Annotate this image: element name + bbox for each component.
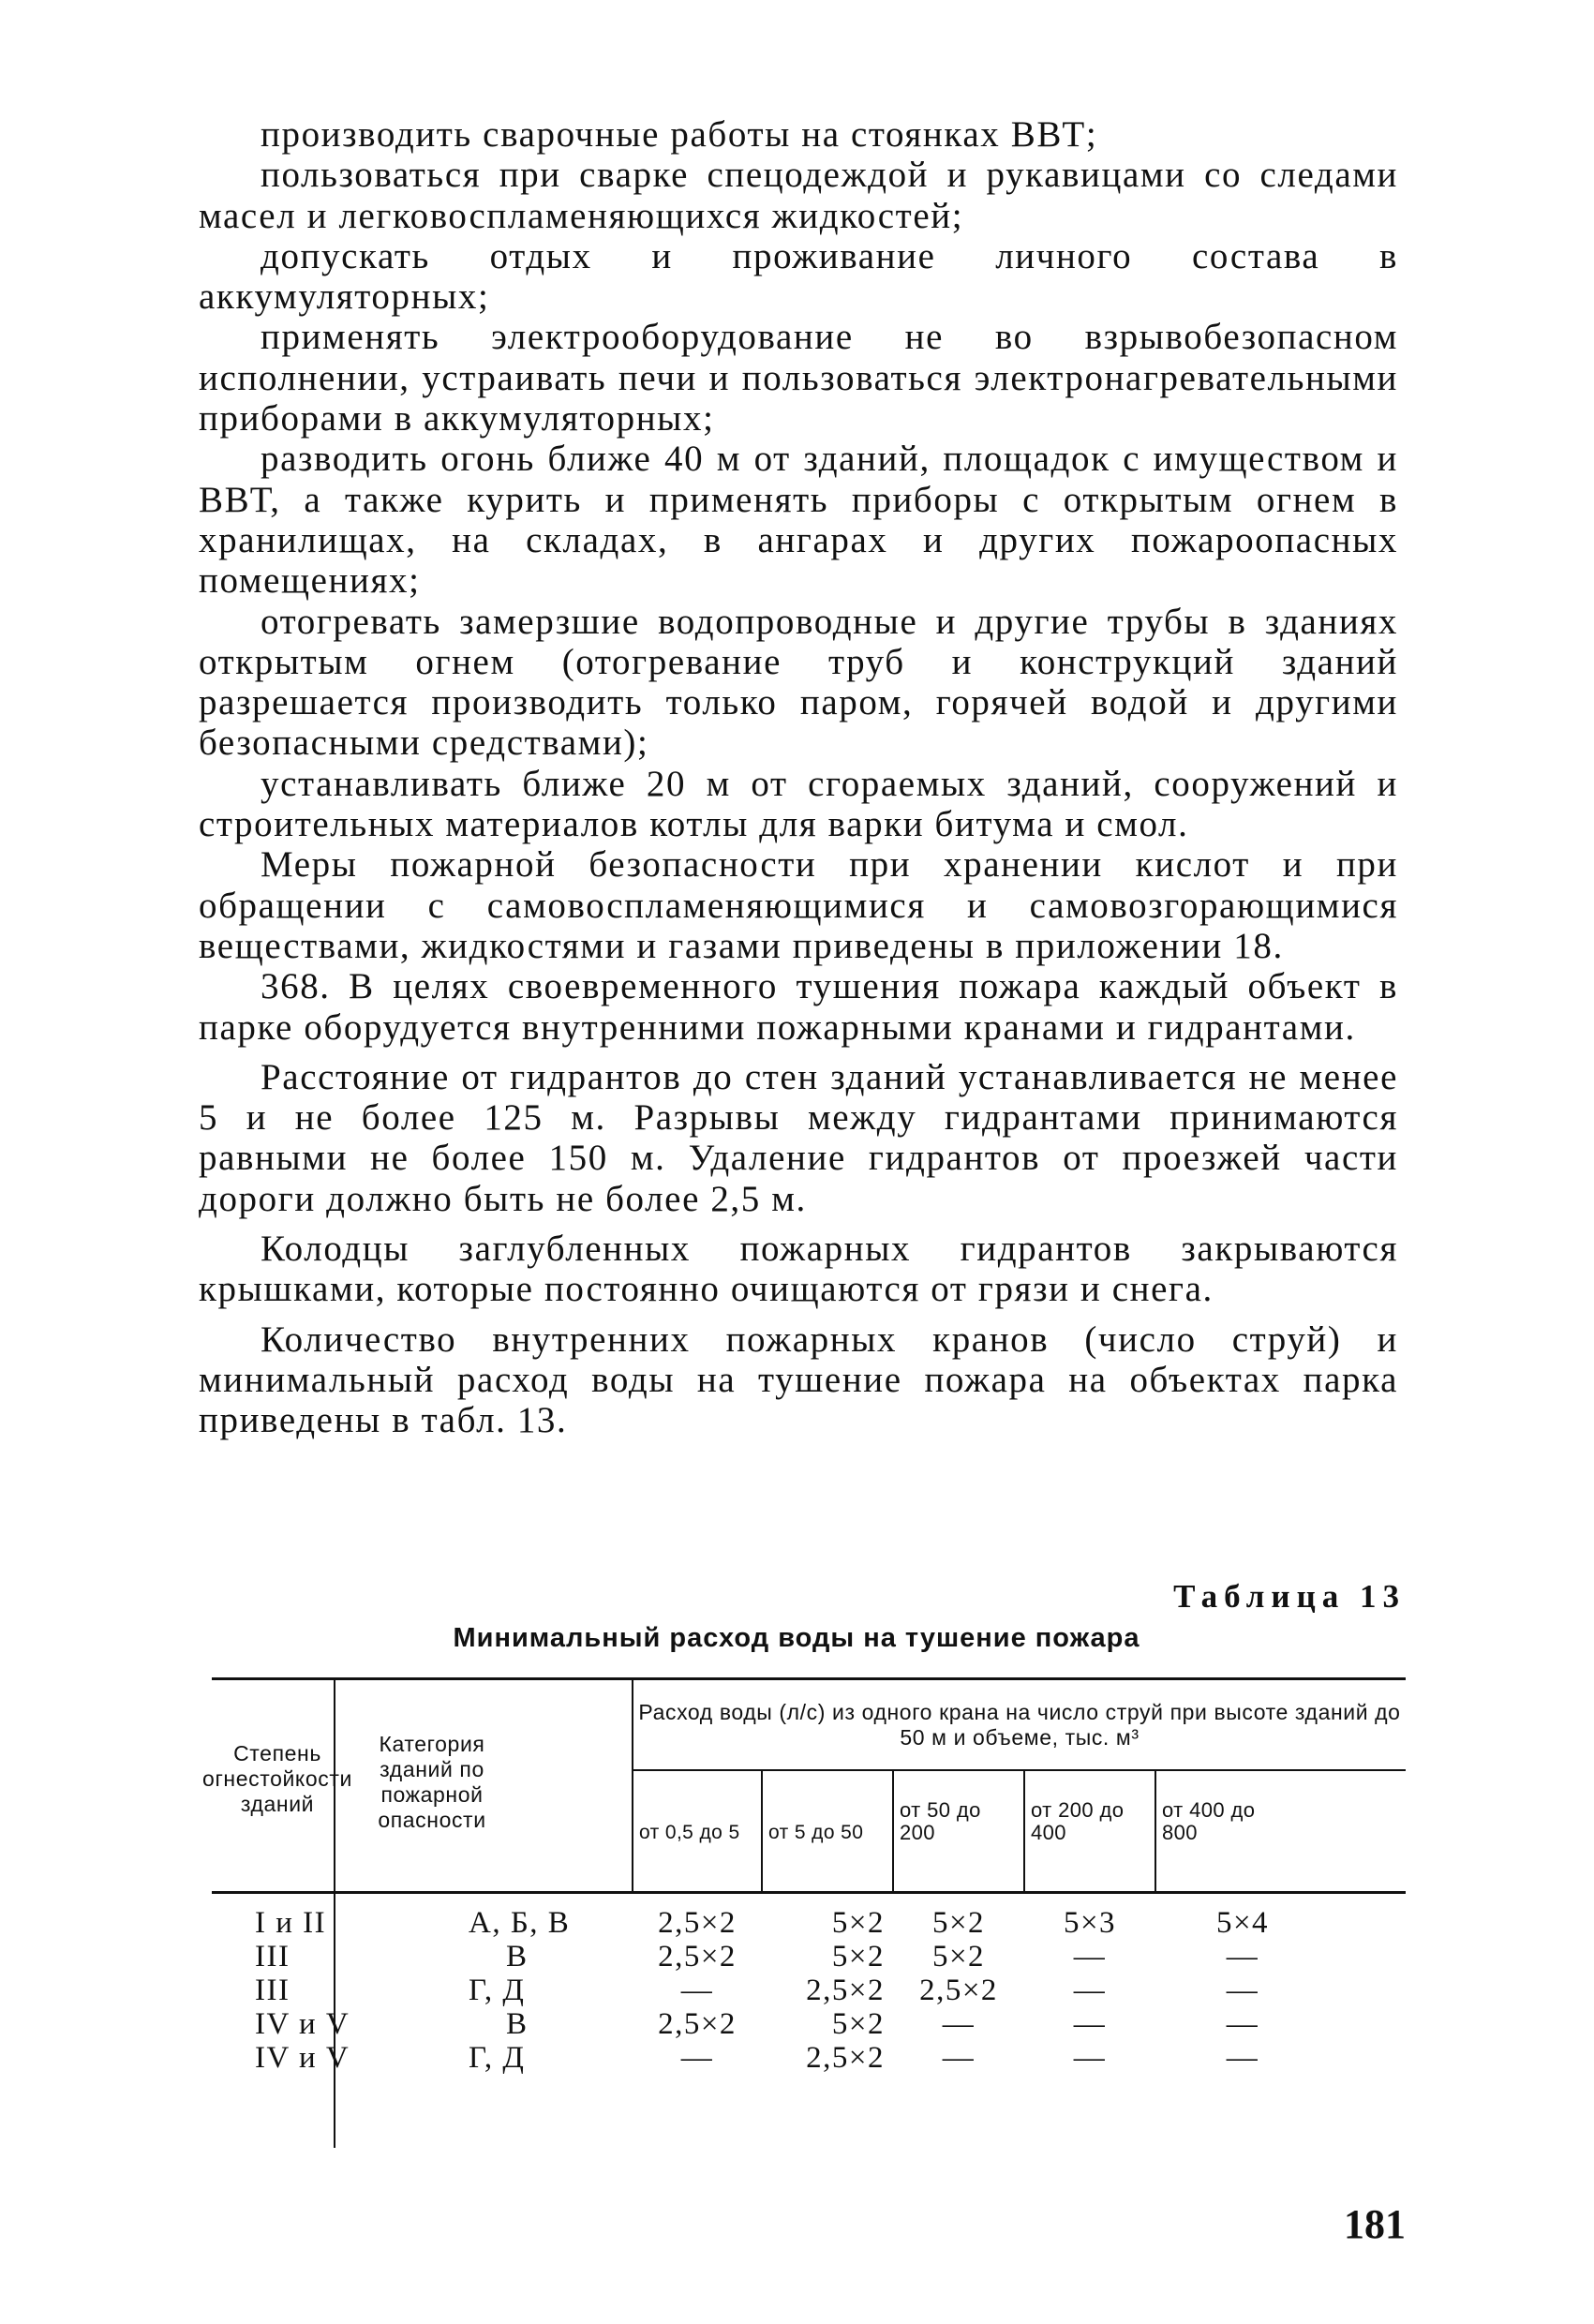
cell-value: 5×4 [1215, 1906, 1270, 1940]
paragraph: применять электрооборудование не во взрывобезопасном исполнении, устраивать печи и пользоваться электронагревательными приборами в аккумуляторных; [199, 317, 1398, 439]
cell-value: 2,5×2 [806, 1974, 885, 2007]
header-water-consumption: Расход воды (л/с) из одного крана на число струй при высоте зданий до 50 м и объеме, тыс. м³ [638, 1700, 1401, 1750]
cell-value: 2,5×2 [658, 2007, 737, 2041]
cell-value: — [1226, 2007, 1259, 2041]
cell-value: 2,5×2 [919, 1974, 998, 2007]
subheader-volume-4: от 200 до 400 [1031, 1798, 1125, 1844]
cell-value: — [1073, 2007, 1107, 2041]
paragraph: допускать отдых и проживание личного состава в аккумуляторных; [199, 235, 1398, 318]
table-title: Минимальный расход воды на тушение пожара [453, 1623, 1140, 1653]
column-volume-2 [765, 1906, 885, 2075]
water-consumption-table [202, 1677, 1406, 2174]
cell-value: 2,5×2 [806, 2041, 885, 2075]
paragraph: Меры пожарной безопасности при хранении кислот и при обращении с самовоспламеняющимися и самовозгорающимися веществами, жидкостями и газами приведены в приложении 18. [199, 844, 1398, 966]
cell-degree: III [255, 1940, 290, 1974]
cell-value: — [680, 1974, 714, 2007]
subheader-volume-5: от 400 до 800 [1162, 1798, 1256, 1844]
column-divider [892, 1771, 894, 1891]
column-fire-resistance [255, 1906, 367, 2075]
cell-category: А, Б, В [469, 1906, 571, 1940]
cell-value: — [1073, 2041, 1107, 2075]
cell-value: 5×2 [931, 1940, 986, 1974]
subheader-volume-3: от 50 до 200 [900, 1798, 981, 1844]
cell-category: Г, Д [469, 1974, 526, 2007]
column-volume-5 [1158, 1906, 1327, 2075]
paragraph: производить сварочные работы на стоянках ВВТ; [261, 114, 1098, 155]
cell-value: — [942, 2007, 976, 2041]
paragraph: 368. В целях своевременного тушения пожара каждый объект в парке оборудуется внутренними пожарными кранами и гидрантами. [199, 966, 1398, 1048]
cell-value: — [1226, 2041, 1259, 2075]
paragraph: разводить огонь ближе 40 м от зданий, площадок с имуществом и ВВТ, а также курить и применять приборы с открытым огнем в хранилищах, на складах, в ангарах и других пожароопасных помещениях; [199, 439, 1398, 602]
table-label: Таблица 13 [1173, 1578, 1406, 1615]
cell-value: 5×2 [931, 1906, 986, 1940]
column-divider [761, 1771, 763, 1891]
cell-value: 5×2 [831, 1940, 885, 1974]
cell-value: 2,5×2 [658, 1906, 737, 1940]
paragraph: Колодцы заглубленных пожарных гидрантов закрываются крышками, которые постоянно очищаются от грязи и снега. [199, 1229, 1398, 1310]
subheader-volume-2: от 5 до 50 [768, 1822, 864, 1843]
cell-value: — [1073, 1974, 1107, 2007]
table-header-rule [212, 1891, 1406, 1894]
cell-value: 5×3 [1063, 1906, 1117, 1940]
paragraph: устанавливать ближе 20 м от сгораемых зданий, сооружений и строительных материалов котлы для варки битума и смол. [199, 763, 1398, 845]
body-text [199, 114, 1398, 1441]
cell-category: В [506, 2007, 529, 2041]
column-divider [632, 1679, 633, 1891]
column-category [469, 1906, 618, 2075]
cell-category: В [506, 1940, 529, 1974]
cell-value: 5×2 [831, 2007, 885, 2041]
paragraph: Количество внутренних пожарных кранов (число струй) и минимальный расход воды на тушение пожара на объектах парка приведены в табл. 13. [199, 1318, 1398, 1441]
column-volume-4 [1027, 1906, 1153, 2075]
cell-value: 2,5×2 [658, 1940, 737, 1974]
cell-value: — [680, 2041, 714, 2075]
paragraph: отогревать замерзшие водопроводные и другие трубы в зданиях открытым огнем (отогревание труб и конструкций зданий разрешается производить только паром, горячей водой и другими безопасными средствами); [199, 601, 1398, 764]
column-divider [1023, 1771, 1025, 1891]
cell-value: — [1226, 1974, 1259, 2007]
paragraph: пользоваться при сварке спецодеждой и рукавицами со следами масел и легковоспламеняющихся жидкостей; [199, 155, 1398, 236]
cell-degree: IV и V [255, 2041, 350, 2075]
cell-degree: I и II [255, 1906, 327, 1940]
cell-degree: III [255, 1974, 290, 2007]
group-header-rule [632, 1769, 1406, 1771]
page-number: 181 [1344, 2201, 1406, 2247]
column-volume-3 [896, 1906, 1021, 2075]
cell-category: Г, Д [469, 2041, 526, 2075]
paragraph: Расстояние от гидрантов до стен зданий устанавливается не менее 5 и не более 125 м. Разрывы между гидрантами принимаются равными не более 150 м. Удаление гидрантов от проезжей части дороги должно быть не более 2,5 м. [199, 1056, 1398, 1219]
cell-value: — [1073, 1940, 1107, 1974]
header-fire-resistance: Степень огнестойкости зданий [202, 1741, 352, 1816]
table-top-rule [212, 1677, 1406, 1680]
cell-value: 5×2 [831, 1906, 885, 1940]
subheader-volume-1: от 0,5 до 5 [639, 1822, 740, 1843]
cell-value: — [1226, 1940, 1259, 1974]
column-divider [1155, 1771, 1156, 1891]
header-category: Категория зданий по пожарной опасности [378, 1732, 486, 1832]
cell-degree: IV и V [255, 2007, 350, 2041]
column-volume-1 [635, 1906, 759, 2075]
cell-value: — [942, 2041, 976, 2075]
